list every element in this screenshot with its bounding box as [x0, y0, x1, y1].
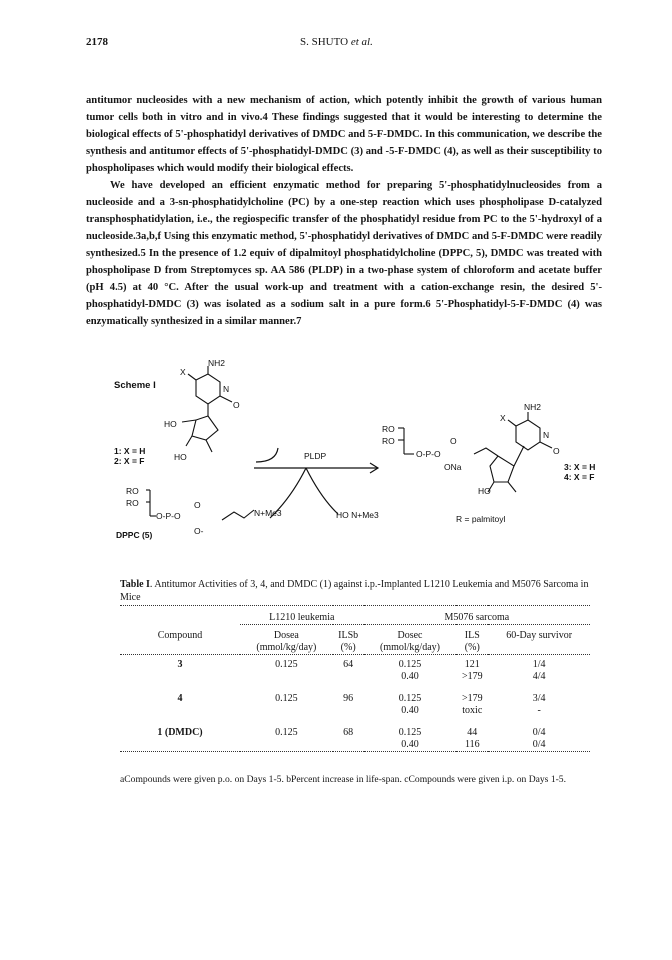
group-m5076: M5076 sarcoma [444, 612, 510, 623]
ona-label: ONa [444, 462, 462, 472]
nh2-left: NH2 [208, 358, 226, 368]
phosphate-right: O-P-O [416, 449, 441, 459]
o-right-top: O [450, 436, 457, 446]
cell-dose-c1: 0.125 [398, 693, 422, 704]
cell-ils-a: 64 [343, 659, 354, 670]
cell-ils-a: 96 [343, 693, 354, 704]
cell-dose-c [364, 693, 457, 717]
table-caption-label: Table I [120, 579, 150, 590]
nme3-dppc: N+Me3 [254, 508, 282, 518]
col-ils: ILS [464, 630, 480, 641]
cell-ils-c1: 121 [464, 659, 480, 670]
compound-3-label: 3: X = H [564, 462, 596, 472]
cell-dose-a: 0.125 [275, 693, 298, 704]
cell-surv1: 3/4 [532, 693, 546, 704]
choline-byproduct: HO N+Me3 [336, 510, 379, 520]
col-dose-c: Dosec [397, 630, 423, 641]
cell-surv2: - [537, 705, 541, 716]
cell-survivor [488, 727, 590, 752]
table-col-units [120, 642, 590, 655]
table-footnote: aCompounds were given p.o. on Days 1-5. bPercent increase in life-span. cCompounds were given i.p. on Days 1-5. [120, 774, 567, 785]
cell-compound: 3 [177, 659, 183, 670]
cell-ils-c1: 44 [467, 727, 478, 738]
ro-right-1: RO [382, 424, 395, 434]
col-compound: Compound [157, 630, 203, 641]
compound-1-label: 1: X = H [114, 446, 146, 456]
cell-dose-c [364, 659, 457, 683]
paragraph-2: We have developed an efficient enzymatic method for preparing 5'-phosphatidylnucleosides from a nucleoside and a 3-sn-phosphatidylcholine (PC) by a one-step reaction which uses phospholipase D-catalyzed transphosphatidylation, i.e., the regiospecific transfer of the phosphatidyl residue from PC to the 5'-hydroxyl of a nucleoside.3a,b,f Using this enzymatic method, 5'-phosphatidyl derivatives of DMDC and 5-F-DMDC were readily synthesized.5 In the presence of 1.2 equiv of dipalmitoyl phosphatidylcholine (DPPC, 5), DMDC was treated with phospholipase D from Streptomyces sp. AA 586 (PLDP) in a two-phase system of chloroform and acetate buffer (pH 4.5) at 40 °C. After the usual work-up and treatment with a cation-exchange resin, the desired 5'-phosphatidyl-DMDC (3) was isolated as a sodium salt in a pure form.6 5'-Phosphatidyl-5-F-DMDC (4) was enzymatically synthesized in a similar manner.7 [86, 180, 602, 327]
reaction-scheme [86, 358, 602, 558]
cell-ils-c1: >179 [461, 693, 483, 704]
cell-surv2: 4/4 [532, 671, 546, 682]
o-right: O [553, 446, 560, 456]
cell-dose-c2: 0.40 [401, 739, 419, 750]
unit-dose-c: (mmol/kg/day) [379, 642, 440, 653]
cell-ils-c [456, 727, 488, 752]
ho-left-top: HO [164, 419, 177, 429]
col-dose-a: Dosea [273, 630, 299, 641]
cell-compound: 4 [177, 693, 183, 704]
unit-dose-a: (mmol/kg/day) [256, 642, 317, 653]
page-number: 2178 [86, 36, 108, 48]
cell-ils-c2: 116 [464, 739, 480, 750]
scheme-title: Scheme I [114, 380, 156, 391]
table-caption [120, 578, 590, 604]
cell-ils-a: 68 [343, 727, 354, 738]
group-l1210: L1210 leukemia [269, 612, 335, 623]
cell-ils-c2: >179 [461, 671, 483, 682]
cell-dose-c1: 0.125 [398, 727, 422, 738]
cell-ils-c2: toxic [462, 705, 483, 716]
cell-surv1: 1/4 [532, 659, 546, 670]
running-head-authors [300, 36, 373, 48]
ro-dppc-1: RO [126, 486, 139, 496]
x-right: X [500, 413, 506, 423]
table-row [120, 693, 590, 717]
authors-name: SHUTO [311, 36, 349, 48]
table-col-header [120, 630, 590, 642]
reagent-pldp: PLDP [304, 451, 327, 461]
o-dppc-top: O [194, 500, 201, 510]
table-row [120, 727, 590, 752]
ro-right-2: RO [382, 436, 395, 446]
col-ils-b: ILSb [338, 630, 359, 641]
phosphate-dppc: O-P-O [156, 511, 181, 521]
nucleoside-left [182, 366, 232, 452]
body-text [86, 92, 602, 330]
n-left: N [223, 384, 230, 394]
cell-ils-c [456, 693, 488, 717]
cell-dose-c [364, 727, 457, 752]
x-left: X [180, 367, 186, 377]
cell-dose-c2: 0.40 [401, 705, 419, 716]
cell-survivor [488, 693, 590, 717]
compound-2-label: 2: X = F [114, 456, 145, 466]
table-caption-text: . Antitumor Activities of 3, 4, and DMDC (1) against i.p.-Implanted L1210 Leukemia and M5076 Sarcoma in Mice [120, 579, 589, 603]
cell-dose-c2: 0.40 [401, 671, 419, 682]
cell-survivor [488, 659, 590, 683]
authors-suffix: et al. [348, 36, 373, 48]
cell-dose-a: 0.125 [275, 659, 298, 670]
col-survivor: 60-Day survivor [506, 630, 573, 641]
o-minus-dppc: O- [194, 526, 204, 536]
unit-ils: (%) [464, 642, 480, 653]
nh2-right: NH2 [524, 402, 542, 412]
cell-surv2: 0/4 [532, 739, 546, 750]
compound-4-label: 4: X = F [564, 472, 595, 482]
r-definition: R = palmitoyl [456, 514, 506, 524]
ho-right: HO [478, 486, 491, 496]
authors-prefix: S. [300, 36, 312, 48]
cell-ils-c [456, 659, 488, 683]
results-table [120, 605, 590, 756]
cell-surv1: 0/4 [532, 727, 546, 738]
dppc-label: DPPC (5) [116, 530, 153, 540]
cell-dose-a: 0.125 [275, 727, 298, 738]
table-group-header [120, 612, 590, 625]
cell-compound: 1 (DMDC) [157, 727, 203, 738]
ro-dppc-2: RO [126, 498, 139, 508]
cell-dose-c1: 0.125 [398, 659, 422, 670]
o-left: O [233, 400, 240, 410]
paragraph-1: antitumor nucleosides with a new mechanism of action, which potently inhibit the growth of various human tumor cells both in vitro and in vivo.4 These findings suggested that it would be interesting to determine the biological effects of 5'-phosphatidyl derivatives of DMDC and 5-F-DMDC. In this communication, we describe the synthesis and antitumor effects of 5'-phosphatidyl-DMDC (3) and -5-F-DMDC (4), as well as their susceptibility to phospholipases which would modify their biological effects. [86, 95, 602, 174]
ho-left-bottom: HO [174, 452, 187, 462]
table-row [120, 659, 590, 683]
unit-ils-b: (%) [340, 642, 356, 653]
n-right: N [543, 430, 550, 440]
